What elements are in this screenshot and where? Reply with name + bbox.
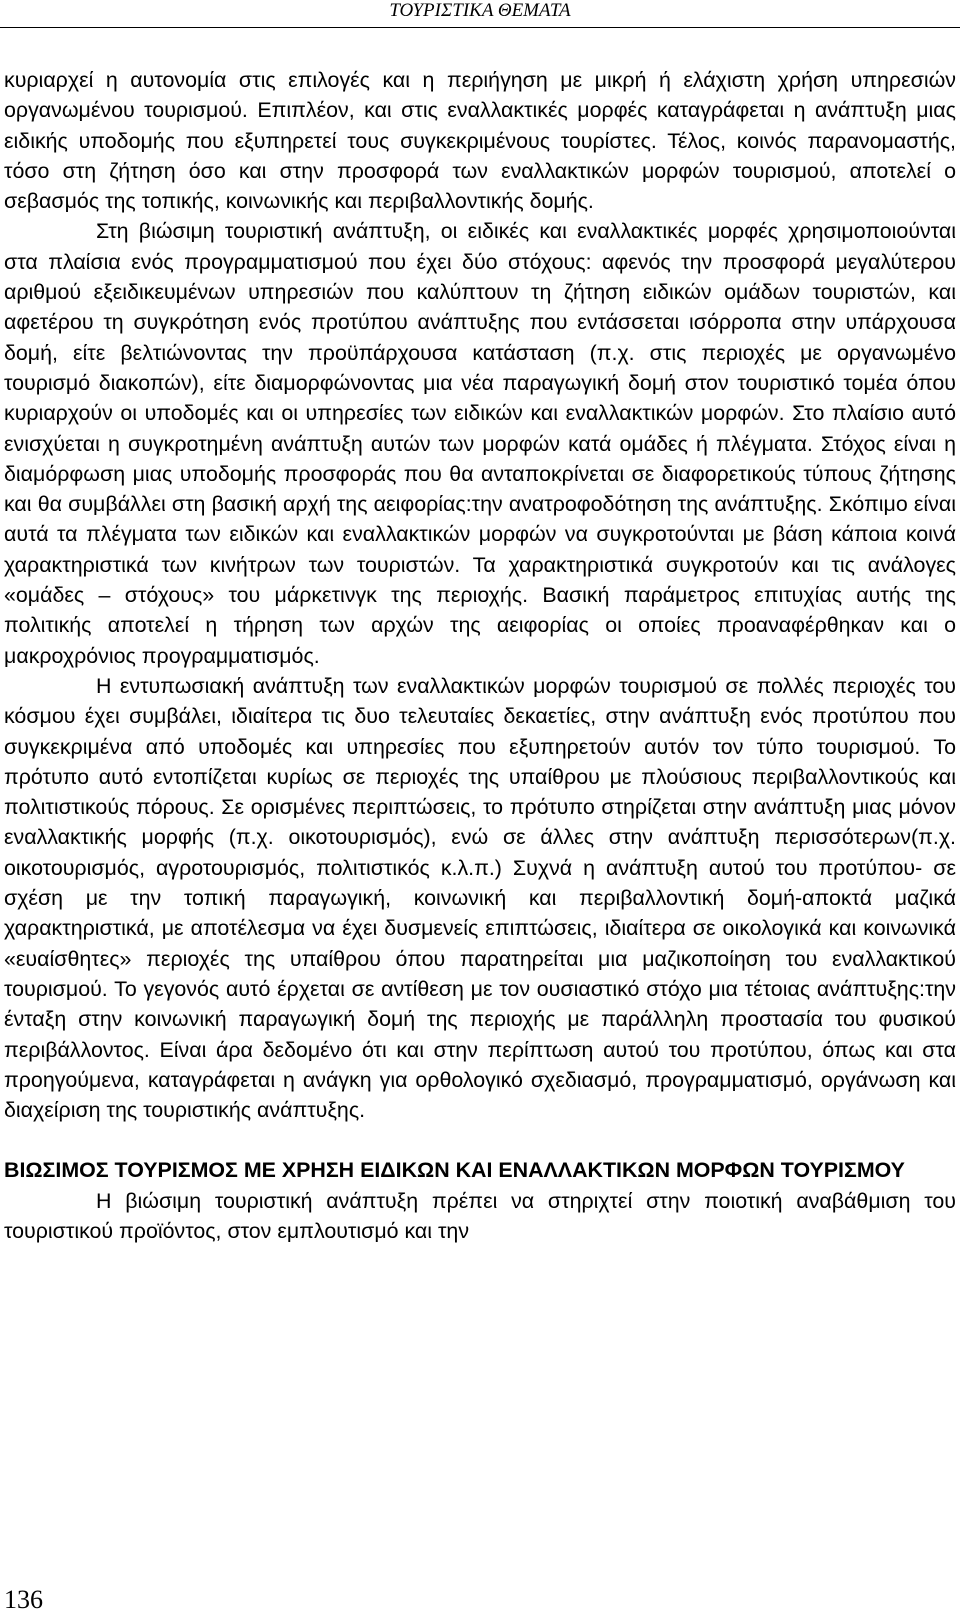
page-number: 136	[4, 1585, 43, 1614]
paragraph-2: Στη βιώσιμη τουριστική ανάπτυξη, οι ειδικές και εναλλακτικές μορφές χρησιμοποιούνται στα πλαίσια ενός προγραμματισμού που έχει δύο στόχους: αφενός την προσφορά μεγαλύτερου αριθμού εξειδικευμένων υπηρεσιών που καλύπτουν τη ζήτηση ειδικών ομάδων τουριστών, και αφετέρου τη συγκρότηση ενός προτύπου ανάπτυξης που εντάσσεται ισόρροπα στην υπάρχουσα δομή, είτε βελτιώνοντας την προϋπάρχουσα κατάσταση (π.χ. στις περιοχές με οργανωμένο τουρισμό διακοπών), είτε διαμορφώνοντας μια νέα παραγωγική δομή στον τουριστικό τομέα όπου κυριαρχούν οι υποδομές και οι υπηρεσίες των ειδικών και εναλλακτικών μορφών. Στο πλαίσιο αυτό ενισχύεται η συγκροτημένη ανάπτυξη αυτών των μορφών κατά ομάδες ή πλέγματα. Στόχος είναι η διαμόρφωση μιας υποδομής προσφοράς που θα ανταποκρίνεται σε διαφορετικούς τύπους ζήτησης και θα συμβάλλει στη βασική αρχή της αειφορίας:την ανατροφοδότηση της ανάπτυξης. Σκόπιμο είναι αυτά τα πλέγματα των ειδικών και εναλλακτικών μορφών να συγκροτούνται με βάση κάποια κοινά χαρακτηριστικά των κινήτρων των τουριστών. Τα χαρακτηριστικά συγκροτούν και τις ανάλογες «ομάδες – στόχους» του μάρκετινγκ της περιοχής. Βασική παράμετρος επιτυχίας αυτής της πολιτικής αποτελεί η τήρηση των αρχών της αειφορίας οι οποίες προαναφέρθηκαν και ο μακροχρόνιος προγραμματισμός.	[4, 219, 956, 668]
running-header-title: ΤΟΥΡΙΣΤΙΚΑ ΘΕΜΑΤΑ	[389, 0, 571, 21]
paragraph-3: Η εντυπωσιακή ανάπτυξη των εναλλακτικών μορφών τουρισμού σε πολλές περιοχές του κόσμου έχει συμβάλει, ιδιαίτερα τις δυο τελευταίες δεκαετίες, στην ανάπτυξη ενός προτύπου που συγκεκριμένα από υποδομές και υπηρεσίες που εξυπηρετούν αυτόν τον τύπο τουρισμού. Το πρότυπο αυτό εντοπίζεται κυρίως σε περιοχές της υπαίθρου με πλούσιους περιβαλλοντικούς και πολιτιστικούς πόρους. Σε ορισμένες περιπτώσεις, το πρότυπο στηρίζεται στην ανάπτυξη μιας μόνον εναλλακτικής μορφής (π.χ. οικοτουρισμός), ενώ σε άλλες στην ανάπτυξη περισσότερων(π.χ. οικοτουρισμός, αγροτουρισμός, πολιτιστικός κ.λ.π.) Συχνά η ανάπτυξη αυτού του προτύπου- σε σχέση με την τοπική παραγωγική, κοινωνική και περιβαλλοντική δομή-αποκτά μαζικά χαρακτηριστικά, με αποτέλεσμα να έχει δυσμενείς επιπτώσεις, ιδιαίτερα σε οικολογικά και κοινωνικά «ευαίσθητες» περιοχές της υπαίθρου όπου παρατηρείται μια μαζικοποίηση του εναλλακτικού τουρισμού. Το γεγονός αυτό έρχεται σε αντίθεση με τον ουσιαστικό στόχο μια τέτοιας ανάπτυξης:την ένταξη στην κοινωνική παραγωγική δομή της περιοχής με παράλληλη προστασία του φυσικού περιβάλλοντος. Είναι άρα δεδομένο ότι και στην περίπτωση αυτού του προτύπου, όπως και στα προηγούμενα, καταγράφεται η ανάγκη για ορθολογικό σχεδιασμό, προγραμματισμό, οργάνωση και διαχείριση της τουριστικής ανάπτυξης.	[4, 673, 956, 1123]
header-divider	[0, 27, 960, 28]
paragraph-1: κυριαρχεί η αυτονομία στις επιλογές και η περιήγηση με μικρή ή ελάχιστη χρήση υπηρεσιών οργανωμένου τουρισμού. Επιπλέον, και στις εναλλακτικές μορφές καταγράφεται η ανάπτυξη μιας ειδικής υποδομής που εξυπηρετεί τους συγκεκριμένους τουρίστες. Τέλος, κοινός παρανομαστής, τόσο στη ζήτηση όσο και στην προσφορά των εναλλακτικών μορφών τουρισμού, αποτελεί ο σεβασμός της τοπικής, κοινωνικής και περιβαλλοντικής δομής.	[4, 68, 956, 214]
section-paragraph: Η βιώσιμη τουριστική ανάπτυξη πρέπει να στηριχτεί στην ποιοτική αναβάθμιση του τουριστικού προϊόντος, στον εμπλουτισμό και την	[4, 1188, 956, 1243]
section-heading: ΒΙΩΣΙΜΟΣ ΤΟΥΡΙΣΜΟΣ ΜΕ ΧΡΗΣΗ ΕΙΔΙΚΩΝ ΚΑΙ ΕΝΑΛΛΑΚΤΙΚΩΝ ΜΟΡΦΩΝ ΤΟΥΡΙΣΜΟΥ	[4, 1158, 905, 1183]
page-body	[4, 65, 956, 1246]
